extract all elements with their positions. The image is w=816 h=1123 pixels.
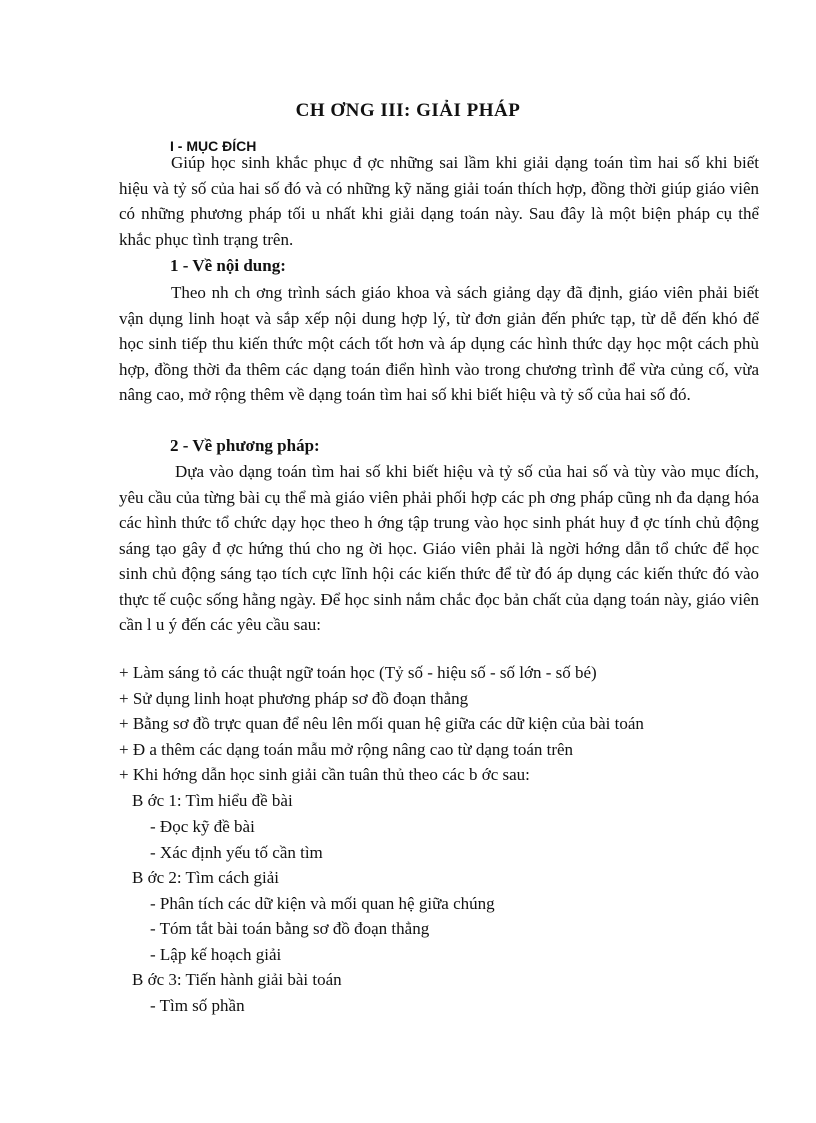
step-2-title: B ớc 2: Tìm cách giải bbox=[132, 868, 279, 887]
step-2-item: - Lập kế hoạch giải bbox=[150, 945, 282, 964]
step-2-item: - Phân tích các dữ kiện và mối quan hệ giữa chúng bbox=[150, 894, 495, 913]
step-3-item: - Tìm số phần bbox=[150, 996, 245, 1015]
requirement-item: + Khi hớng dẫn học sinh giải cần tuân thủ theo các b ớc sau: bbox=[119, 765, 530, 784]
step-2-item: - Tóm tắt bài toán bằng sơ đồ đoạn thẳng bbox=[150, 919, 430, 938]
requirement-item: + Bằng sơ đồ trực quan để nêu lên mối quan hệ giữa các dữ kiện của bài toán bbox=[119, 714, 644, 733]
step-1-item: - Đọc kỹ đề bài bbox=[150, 817, 255, 836]
subsection-1-paragraph bbox=[119, 280, 759, 408]
subsection-2-heading: 2 - Về phương pháp: bbox=[170, 436, 320, 455]
subsection-1-heading: 1 - Về nội dung: bbox=[170, 256, 286, 275]
requirement-item: + Làm sáng tỏ các thuật ngữ toán học (Tỷ số - hiệu số - số lớn - số bé) bbox=[119, 663, 597, 682]
section-1-text: Giúp học sinh khắc phục đ ợc những sai lầm khi giải dạng toán tìm hai số khi biết hiệu và tỷ số của hai số đó và có những kỹ năng giải toán thích hợp, đồng thời giúp giáo viên có những phương pháp tối u nhất khi giải dạng toán này. Sau đây là một biện pháp cụ thể khắc phục tình trạng trên. bbox=[119, 153, 759, 249]
section-1-paragraph bbox=[119, 150, 759, 252]
step-3-title: B ớc 3: Tiến hành giải bài toán bbox=[132, 970, 342, 989]
section-1-heading: I - MỤC ĐÍCH bbox=[170, 138, 257, 154]
subsection-1-text: Theo nh ch ơng trình sách giáo khoa và sách giảng dạy đã định, giáo viên phải biết vận dụng linh hoạt và sắp xếp nội dung hợp lý, từ đơn giản đến phức tạp, từ dễ đến khó để học sinh tiếp thu kiến thức một cách tốt hơn và áp dụng các hình thức dạy học một cách phù hợp, đồng thời đa thêm các dạng toán điển hình vào trong chương trình để vừa củng cố, vừa nâng cao, mở rộng thêm về dạng toán tìm hai số khi biết hiệu và tỷ số của hai số đó. bbox=[119, 283, 759, 404]
subsection-2-paragraph bbox=[119, 459, 759, 638]
subsection-2-text: Dựa vào dạng toán tìm hai số khi biết hiệu và tỷ số của hai số và tùy vào mục đích, yêu cầu của từng bài cụ thể mà giáo viên phải phối hợp các ph ơng pháp cũng nh đa dạng hóa các hình thức tổ chức dạy học theo h ớng tập trung vào học sinh phát huy đ ợc tính chủ động sáng tạo gây đ ợc hứng thú cho ng ời học. Giáo viên phải là ngời hớng dẫn tổ chức để học sinh chủ động sáng tạo tích cực lĩnh hội các kiến thức để từ đó áp dụng các kiến thức đó vào thực tế cuộc sống hằng ngày. Để học sinh nắm chắc đọc bản chất của dạng toán này, giáo viên cần l u ý đến các yêu cầu sau: bbox=[119, 462, 759, 634]
requirement-item: + Đ a thêm các dạng toán mẫu mở rộng nâng cao từ dạng toán trên bbox=[119, 740, 574, 759]
chapter-title: CH ƠNG III: GIẢI PHÁP bbox=[295, 100, 521, 121]
step-1-title: B ớc 1: Tìm hiểu đề bài bbox=[132, 791, 293, 810]
requirement-item: + Sử dụng linh hoạt phương pháp sơ đồ đoạn thẳng bbox=[119, 689, 469, 708]
step-1-item: - Xác định yếu tố cần tìm bbox=[150, 843, 323, 862]
